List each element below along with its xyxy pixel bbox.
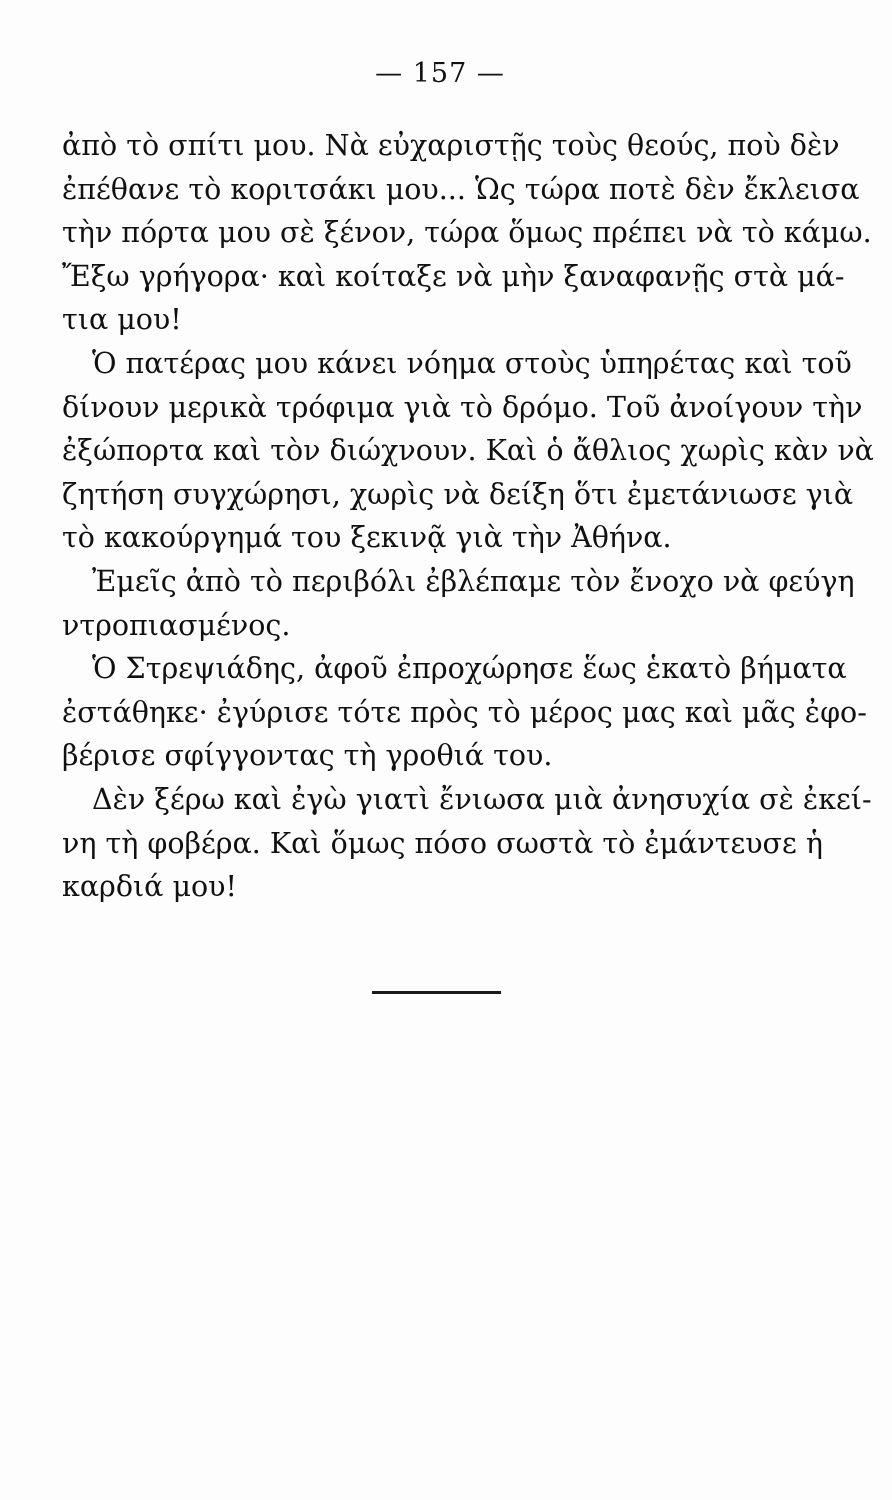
text-line: καρδιά μου!	[62, 870, 237, 904]
text-line: τια μου!	[62, 303, 182, 337]
text-line: ἀπὸ τὸ σπίτι μου. Νὰ εὐχαριστῇς τοὺς θεούς, ποὺ δὲν	[62, 129, 840, 162]
text-line: Ὁ πατέρας μου κάνει νόημα στοὺς ὑπηρέτας καὶ τοῦ	[92, 346, 852, 380]
text-line: Ἐμεῖς ἀπὸ τὸ περιβόλι ἐβλέπαμε τὸν ἔνοχο νὰ φεύγη	[92, 564, 855, 598]
text-line: ἐξώπορτα καὶ τὸν διώχνουν. Καὶ ὁ ἄθλιος χωρὶς κὰν νὰ	[62, 434, 874, 468]
text-line: βέρισε σφίγγοντας τὴ γροθιά του.	[62, 739, 553, 773]
text-line: Ἔξω γρήγορα· καὶ κοίταξε νὰ μὴν ξαναφανῇς στὰ μά-	[62, 259, 845, 293]
text-line: τὴν πόρτα μου σὲ ξένον, τώρα ὅμως πρέπει νὰ τὸ κάμω.	[62, 216, 872, 250]
end-divider	[372, 991, 501, 994]
text-line: Δὲν ξέρω καὶ ἐγὼ γιατὶ ἔνιωσα μιὰ ἀνησυχία σὲ ἐκεί-	[92, 782, 872, 816]
text-line: τὸ κακούργημά του ξεκινᾷ γιὰ τὴν Ἀθήνα.	[62, 521, 672, 555]
body-text	[62, 124, 874, 909]
text-line: δίνουν μερικὰ τρόφιμα γιὰ τὸ δρόμο. Τοῦ ἀνοίγουν τὴν	[62, 390, 863, 424]
text-line: ἐπέθανε τὸ κοριτσάκι μου... Ὡς τώρα ποτὲ δὲν ἔκλεισα	[62, 172, 860, 206]
text-line: ἐστάθηκε· ἐγύρισε τότε πρὸς τὸ μέρος μας καὶ μᾶς ἐφο-	[62, 695, 867, 729]
text-line: ζητήση συγχώρησι, χωρὶς νὰ δείξη ὅτι ἐμετάνιωσε γιὰ	[62, 477, 854, 511]
text-line: νη τὴ φοβέρα. Καὶ ὅμως πόσο σωστὰ τὸ ἐμάντευσε ἡ	[62, 826, 823, 860]
page-number: — 157 —	[375, 58, 505, 89]
text-line: ντροπιασμένος.	[62, 608, 291, 642]
text-line: Ὁ Στρεψιάδης, ἀφοῦ ἐπροχώρησε ἕως ἑκατὸ βήματα	[92, 652, 847, 686]
